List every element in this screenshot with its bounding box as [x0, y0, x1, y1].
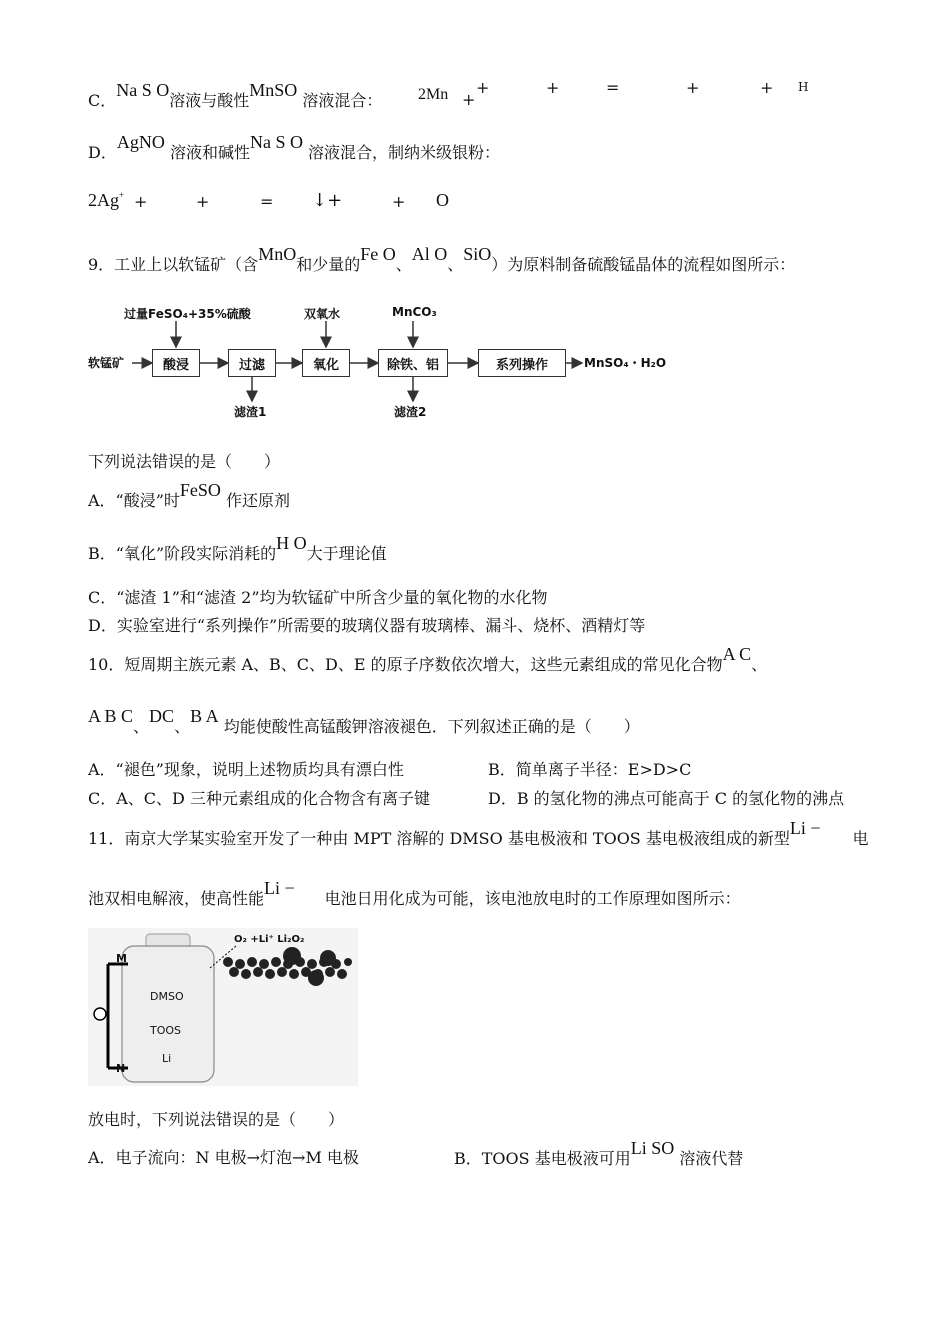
formula-sio2: SiO [463, 244, 492, 264]
formula-feso4: FeSO [179, 480, 221, 500]
formula-agno3: AgNO [116, 132, 165, 152]
formula-li-o2-2: Li − [264, 878, 295, 898]
q10-option-c: C．A、C、D 三种元素组成的化合物含有离子键 [88, 789, 430, 808]
plus-4: + [760, 78, 774, 97]
flow-step-remove-fe-al: 除铁、铝 [378, 349, 448, 377]
formula-al2o3: Al O [411, 244, 448, 264]
o-d: O [436, 190, 449, 210]
formula-a2c2: A C [722, 644, 752, 664]
sep: 、 [395, 255, 412, 274]
sep: 、 [447, 255, 464, 274]
text: 9．工业上以软锰矿（含 [88, 255, 259, 274]
text: B．“氧化”阶段实际消耗的 [88, 544, 277, 563]
q11-stem-2 [88, 878, 741, 909]
formula-h2o2: H O [276, 533, 307, 553]
battery-drawing [88, 928, 358, 1086]
text: 池双相电解液，使高性能 [88, 889, 265, 908]
equation-d-start [88, 190, 124, 211]
flow-residue-1: 滤渣1 [234, 405, 267, 419]
text: 溶液代替 [679, 1149, 744, 1168]
q10-stem-2 [88, 706, 640, 737]
text: 10．短周期主族元素 A、B、C、D、E 的原子序数依次增大，这些元素组成的常见化合物 [88, 655, 723, 674]
q11-stem-1 [88, 818, 869, 849]
text: 溶液与酸性 [169, 91, 250, 110]
flow-reagent-2: 双氧水 [304, 307, 341, 321]
formula-li-o2: Li − [789, 818, 821, 838]
equation-start: 2Mn [418, 86, 449, 103]
text: A．“酸浸”时 [88, 491, 180, 510]
q9-option-c: C．“滤渣 1”和“滤渣 2”均为软锰矿中所含少量的氧化物的水化物 [88, 588, 548, 607]
plus-d3: + [392, 192, 406, 211]
sup: + [119, 190, 125, 200]
plus-3: + [686, 78, 700, 97]
text: 溶液混合： [302, 91, 383, 110]
text: 溶液混合，制纳米级银粉： [308, 143, 501, 162]
formula-na2s2o8: Na S O [116, 80, 170, 100]
battery-layer-toos: TOOS [150, 1024, 182, 1037]
ag: 2Ag [88, 190, 119, 210]
q9-question: 下列说法错误的是（ ） [88, 452, 281, 471]
flow-reagent-1: 过量FeSO₄+35%硫酸 [124, 307, 251, 321]
plus-d1: + [134, 192, 148, 211]
sep: 、 [751, 655, 768, 674]
arrow-d: ↓+ [312, 190, 343, 211]
q11-option-a: A．电子流向：N 电极→灯泡→M 电极 [88, 1148, 359, 1167]
battery-reaction: O₂ +Li⁺ Li₂O₂ [234, 934, 305, 945]
equals: = [606, 78, 620, 97]
battery-layer-li: Li [162, 1052, 172, 1065]
plus-1: + [476, 78, 490, 97]
text: 和少量的 [296, 255, 361, 274]
q8-option-d [88, 132, 501, 163]
plus-d2: + [196, 192, 210, 211]
equation-superscript: + [462, 90, 476, 109]
text: 11．南京大学某实验室开发了一种由 MPT 溶解的 DMSO 基电极液和 TOOS 基电极液组成的新型 [88, 829, 790, 848]
flow-step-series-ops: 系列操作 [478, 349, 566, 377]
equals-d: = [260, 192, 274, 211]
option-label: C． [88, 91, 117, 110]
text: 作还原剂 [226, 491, 291, 510]
flow-product: MnSO₄・H₂O [584, 356, 667, 370]
text: 溶液和碱性 [169, 143, 250, 162]
flow-residue-2: 滤渣2 [394, 405, 427, 419]
q10-option-d: D．B 的氢化物的沸点可能高于 C 的氢化物的沸点 [488, 789, 845, 808]
sep: 、 [174, 717, 191, 736]
option-label: D． [88, 143, 117, 162]
formula-mno2: MnO [258, 244, 297, 264]
battery-layer-dmso: DMSO [150, 990, 184, 1003]
q8-option-c [88, 80, 383, 111]
q9-option-d: D．实验室进行“系列操作”所需要的玻璃仪器有玻璃棒、漏斗、烧杯、酒精灯等 [88, 616, 646, 635]
q9-stem [88, 244, 796, 275]
battery-electrode-n: N [116, 1062, 126, 1075]
q10-option-b: B．简单离子半径：E>D>C [488, 760, 692, 779]
formula-b2a4: B A [190, 706, 219, 726]
formula-fe2o3: Fe O [360, 244, 396, 264]
tail-h: H [798, 80, 809, 94]
flow-step-oxidize: 氧化 [302, 349, 350, 377]
formula-li2so4: Li SO [630, 1138, 675, 1158]
text: 大于理论值 [306, 544, 387, 563]
q11-question: 放电时，下列说法错误的是（ ） [88, 1110, 345, 1129]
battery-electrode-m: M [116, 952, 127, 965]
text: 电 [852, 829, 869, 848]
text: 均能使酸性高锰酸钾溶液褪色．下列叙述正确的是（ ） [223, 717, 640, 736]
formula-a2b2c4: A B C [88, 706, 134, 726]
formula-dc2: DC [149, 706, 175, 726]
q10-option-a: A．“褪色”现象，说明上述物质均具有漂白性 [88, 760, 404, 779]
text: 电池日用化成为可能，该电池放电时的工作原理如图所示： [324, 889, 741, 908]
q11-option-b [454, 1138, 744, 1169]
q10-stem-1 [88, 644, 768, 675]
formula-na2s2o4: Na S O [249, 132, 303, 152]
flow-step-filter: 过滤 [228, 349, 276, 377]
formula-mnso4: MnSO [249, 80, 298, 100]
flow-reagent-3: MnCO₃ [392, 305, 437, 319]
text: ）为原料制备硫酸锰晶体的流程如图所示： [491, 255, 796, 274]
plus-2: + [546, 78, 560, 97]
flow-step-acid-leach: 酸浸 [152, 349, 200, 377]
text: B．TOOS 基电极液可用 [454, 1149, 631, 1168]
flow-input: 软锰矿 [88, 356, 125, 370]
sep: 、 [133, 717, 150, 736]
process-flow-diagram [88, 293, 728, 423]
battery-diagram [88, 928, 358, 1086]
q9-option-b [88, 533, 387, 564]
q9-option-a [88, 480, 291, 511]
